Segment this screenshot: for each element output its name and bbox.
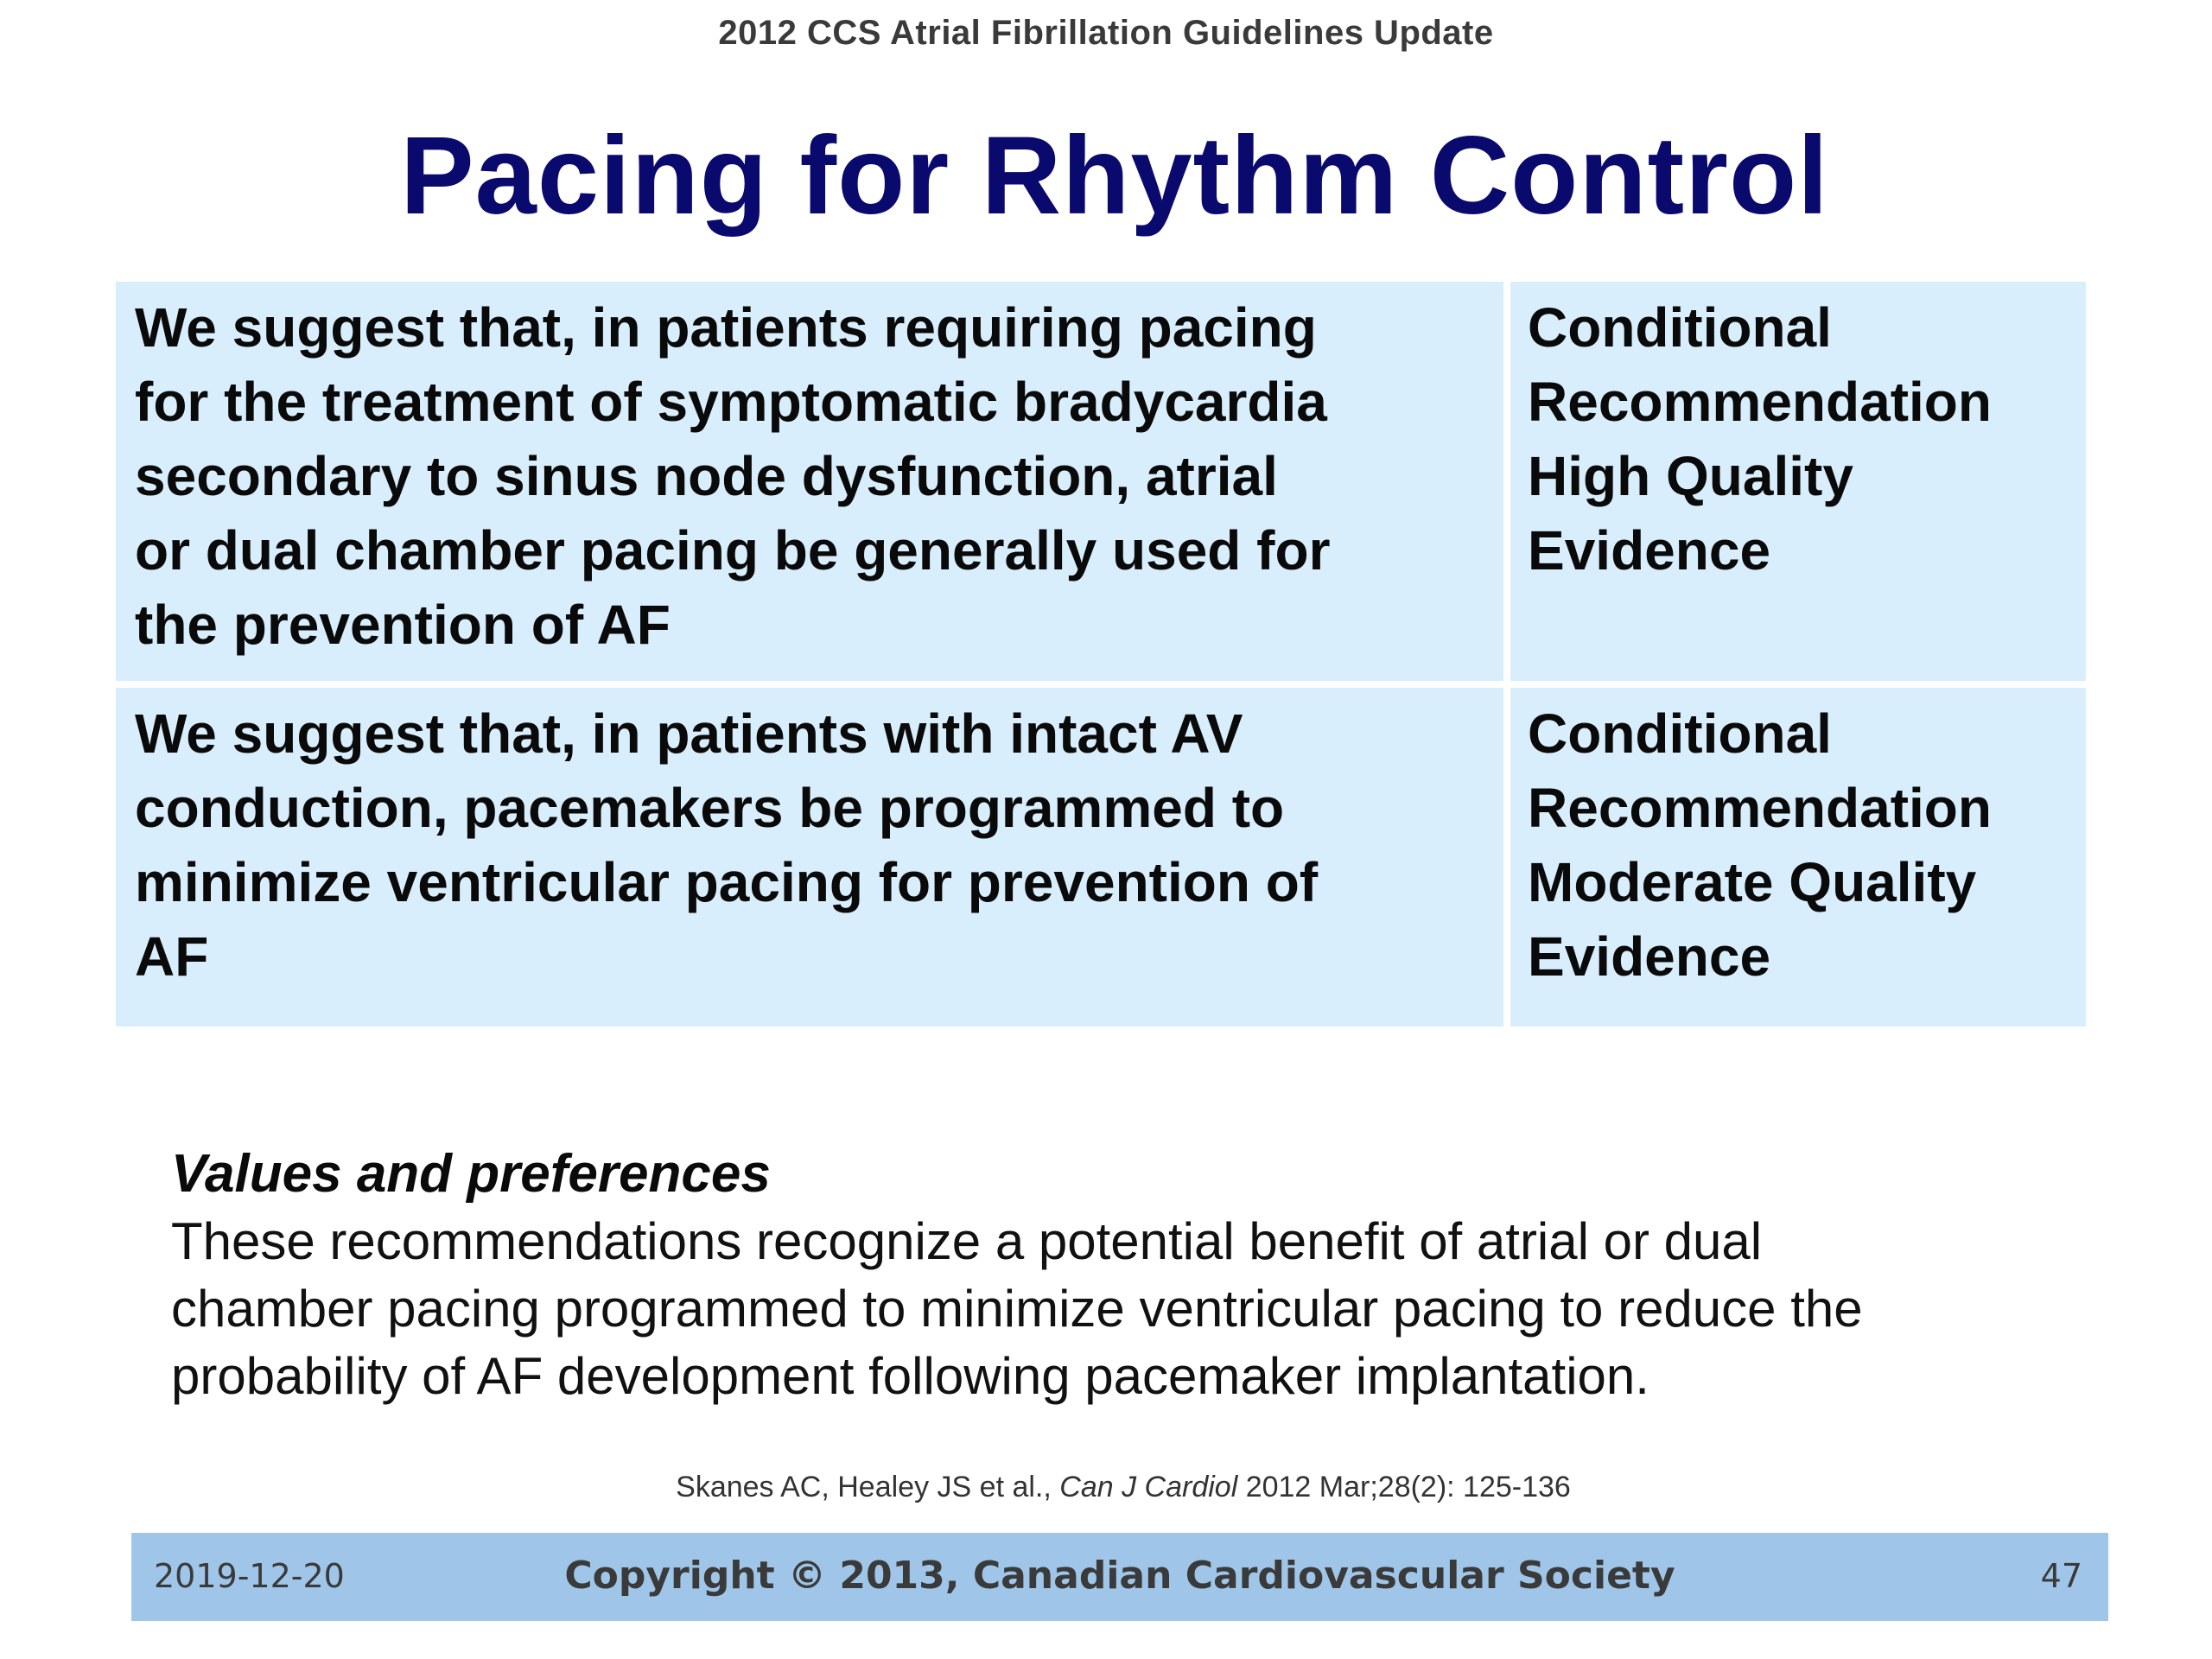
grade-line: Evidence: [1528, 925, 1771, 988]
values-heading: Values and preferences: [171, 1144, 771, 1204]
grade-line: Conditional: [1528, 296, 1832, 359]
text-line: We suggest that, in patients requiring pacing: [135, 296, 1317, 359]
text-line: minimize ventricular pacing for prevention of: [135, 851, 1319, 913]
text-line: AF: [135, 925, 209, 988]
text-line: or dual chamber pacing be generally used for: [135, 519, 1331, 582]
footer-copyright: Copyright © 2013, Canadian Cardiovascular Society: [564, 1554, 1675, 1598]
recommendation-text-2: [116, 688, 1503, 1027]
text-line: conduction, pacemakers be programmed to: [135, 777, 1285, 839]
text-line: the prevention of AF: [135, 594, 671, 656]
footer-bar: [131, 1533, 2108, 1621]
page-number: 47: [2040, 1557, 2082, 1595]
grade-line: Moderate Quality: [1528, 851, 1977, 913]
footer-date: 2019-12-20: [154, 1557, 345, 1595]
text-line: We suggest that, in patients with intact AV: [135, 702, 1243, 765]
slide-subtitle: 2012 CCS Atrial Fibrillation Guidelines Update: [718, 14, 1494, 52]
values-line: chamber pacing programmed to minimize ventricular pacing to reduce the: [171, 1280, 1863, 1338]
text-line: for the treatment of symptomatic bradycardia: [135, 371, 1327, 433]
grade-line: Conditional: [1528, 702, 1832, 765]
values-body: [171, 1208, 2072, 1410]
recommendation-grade-1: [1510, 282, 2086, 681]
citation-authors: Skanes AC, Healey JS et al.,: [676, 1471, 1060, 1503]
values-and-preferences: [171, 1141, 2072, 1410]
grade-line: Recommendation: [1528, 777, 1992, 839]
grade-line: Evidence: [1528, 519, 1771, 582]
grade-line: High Quality: [1528, 445, 1853, 507]
recommendation-text-1: [116, 282, 1503, 681]
grade-line: Recommendation: [1528, 371, 1992, 433]
values-line: These recommendations recognize a potential benefit of atrial or dual: [171, 1212, 1763, 1270]
page-title: Pacing for Rhythm Control: [400, 114, 1829, 238]
citation: [0, 1471, 2212, 1504]
recommendation-table: [116, 282, 2086, 1027]
values-line: probability of AF development following pacemaker implantation.: [171, 1347, 1649, 1405]
text-line: secondary to sinus node dysfunction, atrial: [135, 445, 1278, 507]
citation-details: 2012 Mar;28(2): 125-136: [1237, 1471, 1571, 1503]
citation-journal: Can J Cardiol: [1059, 1471, 1238, 1503]
recommendation-grade-2: [1510, 688, 2086, 1027]
